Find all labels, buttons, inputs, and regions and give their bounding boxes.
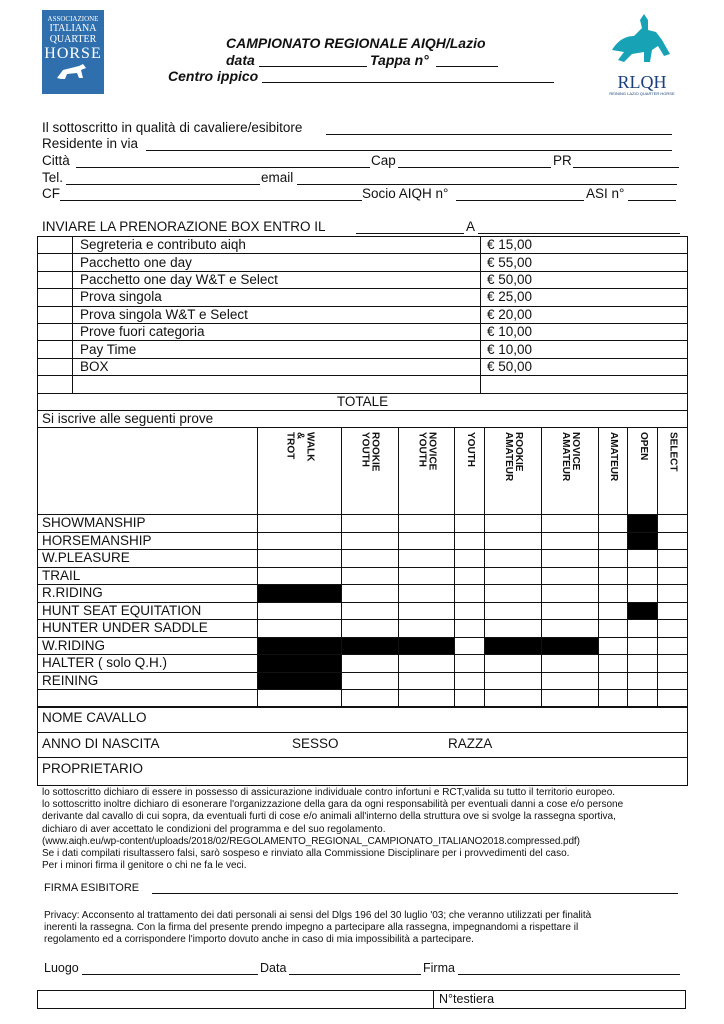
event-cell[interactable] (258, 602, 342, 620)
event-cell[interactable] (541, 550, 598, 568)
stage-line[interactable] (436, 66, 498, 67)
price-value: € 50,00 (481, 358, 688, 375)
horse-name-label: NOME CAVALLO (42, 710, 147, 725)
declaration-line: Per i minori firma il genitore o chi ne fa le veci. (42, 860, 247, 872)
category-label: ROOKIE YOUTH (359, 432, 381, 472)
category-label: NOVICE AMATEUR (559, 432, 581, 482)
breed-label: RAZZA (448, 736, 493, 751)
center-line[interactable] (262, 82, 554, 83)
event-name: HALTER ( solo Q.H.) (38, 655, 258, 673)
rider-intro: Il sottoscritto in qualità di cavaliere/esibitore (42, 120, 303, 135)
price-value: € 25,00 (481, 289, 688, 306)
privacy-line: regolamento ed a corrispondere l'importo dovuto anche in caso di mia impossibilità a partecipare. (44, 934, 474, 946)
rlqh-logo-text: RLQH (617, 72, 667, 92)
birth-year-label: ANNO DI NASCITA (42, 736, 160, 751)
event-cell-blocked (258, 655, 342, 673)
regulation-link[interactable]: (www.aiqh.eu/wp-content/uploads/2018/02/REGOLAMENTO_REGIONAL_CAMPIONATO_ITALIANO2018.compressed.pdf) (42, 835, 580, 847)
category-header (541, 428, 598, 515)
event-cell[interactable] (628, 620, 658, 638)
event-cell[interactable] (258, 550, 342, 568)
residence-label: Residente in via (42, 136, 139, 151)
event-cell[interactable] (658, 637, 688, 655)
member-label: Socio AIQH n° (362, 186, 449, 201)
event-cell[interactable] (398, 620, 455, 638)
place-label: Luogo (44, 961, 79, 975)
owner-row[interactable] (38, 758, 687, 783)
privacy-text (44, 910, 684, 947)
event-cell[interactable] (341, 585, 398, 603)
category-label: WALK & TROT (284, 432, 316, 462)
firma-line[interactable] (458, 974, 680, 975)
price-table (37, 236, 688, 411)
horse-details-row[interactable] (38, 732, 687, 758)
events-table (37, 410, 688, 708)
event-cell-blocked (628, 532, 658, 550)
event-cell[interactable] (541, 585, 598, 603)
event-cell[interactable] (598, 585, 628, 603)
event-cell[interactable] (541, 515, 598, 533)
price-checkbox[interactable] (38, 254, 73, 271)
event-name (38, 690, 258, 708)
declaration-line: Se i dati compilati risultassero falsi, sarò sospeso e rinviato alla Commissione Disciplinare per i provvedimenti del caso. (42, 848, 570, 860)
event-row (38, 672, 688, 690)
pr-label: PR (553, 153, 572, 168)
event-cell[interactable] (598, 655, 628, 673)
total-label: TOTALE (38, 393, 688, 410)
event-cell[interactable] (628, 690, 658, 708)
cf-line[interactable] (60, 200, 362, 201)
event-cell[interactable] (455, 550, 485, 568)
event-cell[interactable] (398, 585, 455, 603)
logo-line: HORSE (44, 45, 102, 62)
event-cell[interactable] (258, 620, 342, 638)
event-cell[interactable] (485, 585, 542, 603)
cf-label: CF (42, 186, 60, 201)
price-item: Pacchetto one day (73, 254, 481, 271)
event-cell-blocked (541, 637, 598, 655)
logo-line: ITALIANA (49, 23, 97, 34)
event-cell[interactable] (398, 655, 455, 673)
stage-label: Tappa n° (370, 52, 429, 68)
event-row (38, 585, 688, 603)
event-row (38, 637, 688, 655)
event-cell[interactable] (541, 602, 598, 620)
category-label: SELECT (667, 432, 679, 472)
price-checkbox[interactable] (38, 271, 73, 288)
declaration-line: derivante dal cavallo di cui sopra, da eventuali furti di cose e/o animali all'interno della struttura ove si svolge la rassegna sportiva, (42, 811, 616, 823)
horse-info-box (37, 706, 688, 786)
booking-to-line[interactable] (478, 233, 680, 234)
category-header (628, 428, 658, 515)
event-name: HUNTER UNDER SADDLE (38, 620, 258, 638)
event-cell[interactable] (598, 672, 628, 690)
event-row (38, 567, 688, 585)
email-label: email (261, 170, 294, 185)
event-name: HUNT SEAT EQUITATION (38, 602, 258, 620)
event-name: HORSEMANSHIP (38, 532, 258, 550)
price-checkbox[interactable] (38, 341, 73, 358)
event-cell[interactable] (455, 602, 485, 620)
event-cell[interactable] (341, 620, 398, 638)
tel-label: Tel. (42, 170, 64, 185)
category-header (598, 428, 628, 515)
event-cell[interactable] (658, 602, 688, 620)
price-row[interactable] (38, 376, 688, 393)
booking-label: INVIARE LA PRENORAZIONE BOX ENTRO IL (42, 219, 326, 234)
event-cell[interactable] (398, 532, 455, 550)
bib-box (37, 990, 686, 1009)
event-cell-blocked (485, 637, 542, 655)
bib-label: N°testiera (439, 992, 495, 1006)
price-item (73, 376, 481, 393)
price-row[interactable] (38, 341, 688, 358)
event-cell[interactable] (398, 672, 455, 690)
event-cell[interactable] (258, 515, 342, 533)
event-cell[interactable] (485, 672, 542, 690)
price-checkbox[interactable] (38, 237, 73, 254)
price-value: € 20,00 (481, 306, 688, 323)
event-name: R.RIDING (38, 585, 258, 603)
event-cell-blocked (258, 585, 342, 603)
event-cell[interactable] (541, 690, 598, 708)
event-row (38, 602, 688, 620)
event-cell[interactable] (628, 637, 658, 655)
rider-name-line[interactable] (326, 134, 672, 135)
event-name: SHOWMANSHIP (38, 515, 258, 533)
category-label: AMATEUR (608, 432, 620, 482)
event-cell[interactable] (485, 620, 542, 638)
event-cell[interactable] (258, 690, 342, 708)
event-cell[interactable] (658, 532, 688, 550)
sex-label: SESSO (292, 736, 339, 751)
event-cell[interactable] (485, 690, 542, 708)
event-cell[interactable] (341, 655, 398, 673)
price-value (481, 376, 688, 393)
event-cell[interactable] (455, 585, 485, 603)
event-cell[interactable] (341, 550, 398, 568)
email-line[interactable] (297, 184, 677, 185)
cap-label: Cap (371, 153, 396, 168)
privacy-line: Privacy: Acconsento al trattamento dei dati personali ai sensi del Dlgs 196 del 30 luglio '03; che veranno utilizzati per finalità (44, 910, 592, 921)
event-cell[interactable] (485, 655, 542, 673)
event-cell[interactable] (341, 567, 398, 585)
event-cell[interactable] (455, 672, 485, 690)
price-checkbox[interactable] (38, 306, 73, 323)
event-cell[interactable] (658, 550, 688, 568)
events-intro: Si iscrive alle seguenti prove (38, 411, 688, 428)
logo-line: ASSOCIAZIONE (47, 15, 99, 23)
category-header (455, 428, 485, 515)
event-name: W.RIDING (38, 637, 258, 655)
event-cell[interactable] (541, 672, 598, 690)
rlqh-logo (604, 10, 680, 96)
price-row[interactable] (38, 358, 688, 375)
event-cell[interactable] (658, 585, 688, 603)
place-line[interactable] (82, 974, 258, 975)
event-cell[interactable] (455, 515, 485, 533)
event-cell-blocked (341, 637, 398, 655)
event-cell[interactable] (485, 532, 542, 550)
event-cell-blocked (628, 515, 658, 533)
event-cell[interactable] (398, 515, 455, 533)
price-value: € 10,00 (481, 341, 688, 358)
event-cell[interactable] (541, 567, 598, 585)
event-cell[interactable] (258, 567, 342, 585)
price-row[interactable] (38, 237, 688, 254)
event-cell[interactable] (455, 532, 485, 550)
price-checkbox[interactable] (38, 358, 73, 375)
cap-line[interactable] (398, 167, 551, 168)
price-value: € 50,00 (481, 271, 688, 288)
event-cell[interactable] (541, 655, 598, 673)
price-row[interactable] (38, 254, 688, 271)
price-row[interactable] (38, 271, 688, 288)
category-header (485, 428, 542, 515)
event-cell[interactable] (598, 567, 628, 585)
member-line[interactable] (456, 200, 584, 201)
category-label: OPEN (637, 432, 649, 461)
event-cell[interactable] (598, 515, 628, 533)
event-cell-blocked (258, 637, 342, 655)
event-cell[interactable] (658, 655, 688, 673)
event-cell-blocked (258, 672, 342, 690)
event-cell[interactable] (398, 550, 455, 568)
event-cell[interactable] (598, 620, 628, 638)
bib-divider (433, 991, 434, 1008)
asi-line[interactable] (628, 200, 676, 201)
residence-line[interactable] (146, 150, 672, 151)
declaration-line: lo sottoscritto inoltre dichiaro di esonerare l'organizzazione della gara da ogni responsabilità per eventuali danni a cose e/o persone (42, 799, 624, 811)
price-item: Prova singola (73, 289, 481, 306)
event-cell[interactable] (658, 515, 688, 533)
category-header (398, 428, 455, 515)
center-label: Centro ippico (168, 68, 259, 84)
date-line[interactable] (259, 66, 367, 67)
reining-horse-icon (604, 10, 680, 68)
tel-line[interactable] (66, 184, 260, 185)
price-item: Pay Time (73, 341, 481, 358)
firma-label: Firma (423, 961, 455, 975)
event-cell[interactable] (341, 672, 398, 690)
price-item: BOX (73, 358, 481, 375)
event-cell[interactable] (541, 532, 598, 550)
price-row[interactable] (38, 289, 688, 306)
date-label: data (226, 52, 255, 68)
event-cell[interactable] (485, 515, 542, 533)
event-cell[interactable] (628, 655, 658, 673)
event-cell[interactable] (541, 620, 598, 638)
event-row (38, 550, 688, 568)
event-name: W.PLEASURE (38, 550, 258, 568)
price-row[interactable] (38, 323, 688, 340)
event-cell[interactable] (658, 567, 688, 585)
price-item: Pacchetto one day W&T e Select (73, 271, 481, 288)
price-item: Segreteria e contributo aiqh (73, 237, 481, 254)
event-cell[interactable] (485, 550, 542, 568)
event-row (38, 515, 688, 533)
date2-line[interactable] (289, 974, 421, 975)
signature-label: FIRMA ESIBITORE (44, 882, 140, 894)
event-name: TRAIL (38, 567, 258, 585)
event-cell[interactable] (455, 655, 485, 673)
event-cell[interactable] (598, 532, 628, 550)
rlqh-logo-subtext: REINING LAZIO QUARTER HORSE (609, 91, 675, 96)
price-item: Prova singola W&T e Select (73, 306, 481, 323)
aiqh-logo (42, 10, 104, 94)
declaration-line: dichiaro di aver accettato le condizioni del programma e del suo regolamento. (42, 823, 386, 835)
event-cell[interactable] (341, 690, 398, 708)
price-item: Prove fuori categoria (73, 323, 481, 340)
price-checkbox[interactable] (38, 323, 73, 340)
event-cell[interactable] (658, 672, 688, 690)
declarations (42, 787, 692, 872)
event-cell[interactable] (628, 585, 658, 603)
price-checkbox[interactable] (38, 289, 73, 306)
event-cell[interactable] (598, 550, 628, 568)
event-cell[interactable] (598, 690, 628, 708)
event-name: REINING (38, 672, 258, 690)
event-cell[interactable] (455, 567, 485, 585)
category-header (658, 428, 688, 515)
horse-icon (53, 62, 93, 82)
event-cell[interactable] (628, 567, 658, 585)
event-cell[interactable] (341, 532, 398, 550)
price-row[interactable] (38, 306, 688, 323)
event-cell-blocked (628, 602, 658, 620)
price-checkbox[interactable] (38, 376, 73, 393)
event-cell[interactable] (658, 690, 688, 708)
city-label: Città (42, 153, 70, 168)
category-label: YOUTH (464, 432, 476, 467)
price-value: € 55,00 (481, 254, 688, 271)
event-row (38, 690, 688, 708)
logo-line: QUARTER (49, 34, 97, 45)
price-value: € 15,00 (481, 237, 688, 254)
booking-to-label: A (466, 219, 476, 234)
event-cell[interactable] (398, 602, 455, 620)
event-cell[interactable] (455, 637, 485, 655)
event-cell[interactable] (598, 602, 628, 620)
event-row (38, 620, 688, 638)
event-row (38, 655, 688, 673)
price-value: € 10,00 (481, 323, 688, 340)
event-cell[interactable] (341, 515, 398, 533)
event-cell[interactable] (628, 550, 658, 568)
event-cell[interactable] (658, 620, 688, 638)
date2-label: Data (260, 961, 287, 975)
booking-date-line[interactable] (356, 233, 464, 234)
privacy-line: inerenti la rassegna. Con la firma del presente prendo impegno a partecipare alla rassegna, impegnandomi a rispettare il (44, 922, 579, 934)
event-cell[interactable] (628, 672, 658, 690)
owner-label: PROPRIETARIO (42, 761, 144, 776)
event-cell[interactable] (455, 620, 485, 638)
event-cell[interactable] (485, 567, 542, 585)
category-label: ROOKIE AMATEUR (503, 432, 525, 482)
event-row (38, 532, 688, 550)
asi-label: ASI n° (586, 186, 625, 201)
category-header (258, 428, 342, 515)
declaration-line: lo sottoscritto dichiaro di essere in possesso di assicurazione individuale contro infortuni e RCT,valida su tutto il territorio europeo. (42, 787, 616, 798)
event-cell-blocked (398, 637, 455, 655)
form-title: CAMPIONATO REGIONALE AIQH/Lazio (226, 35, 486, 51)
category-header (341, 428, 398, 515)
event-cell[interactable] (341, 602, 398, 620)
event-cell[interactable] (485, 602, 542, 620)
event-cell[interactable] (258, 532, 342, 550)
horse-name-row[interactable] (38, 707, 687, 733)
category-label: NOVICE YOUTH (416, 432, 438, 471)
event-cell[interactable] (598, 637, 628, 655)
event-cell[interactable] (398, 690, 455, 708)
signature-line[interactable] (152, 893, 678, 894)
pr-line[interactable] (573, 167, 679, 168)
event-cell[interactable] (455, 690, 485, 708)
events-head-blank (38, 428, 258, 515)
city-line[interactable] (76, 167, 370, 168)
event-cell[interactable] (398, 567, 455, 585)
